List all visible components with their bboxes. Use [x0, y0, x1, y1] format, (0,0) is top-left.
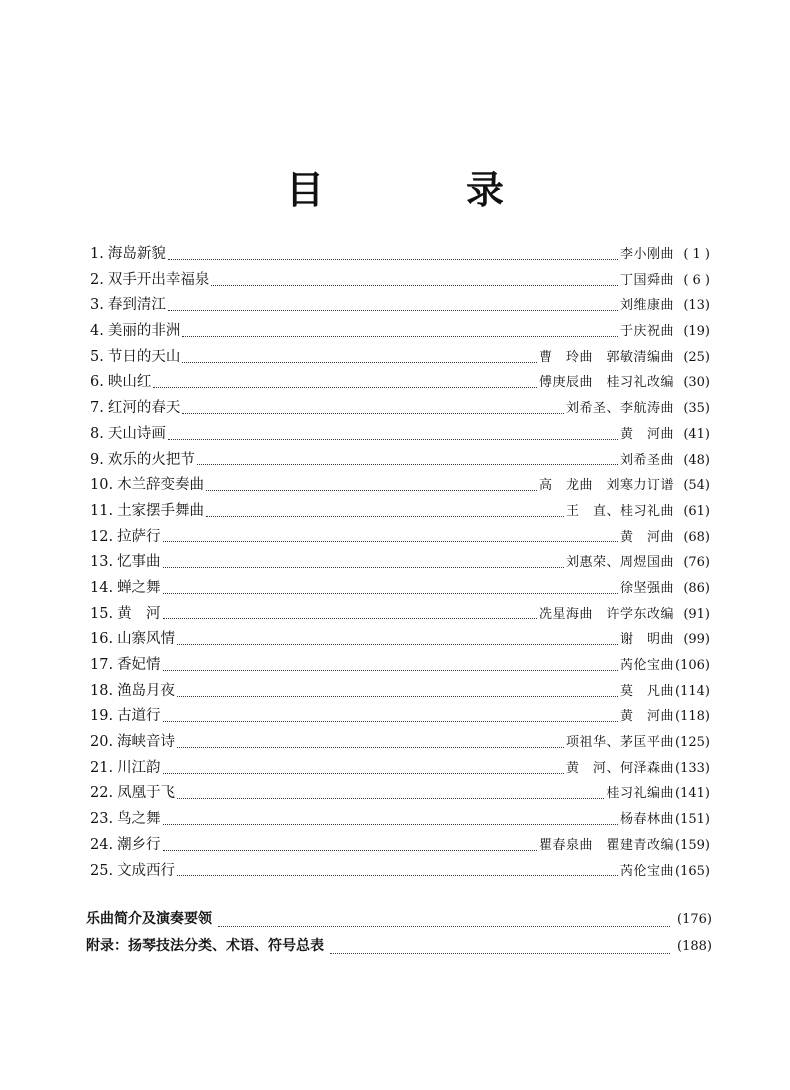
dot-leader: [168, 309, 618, 311]
toc-item-author: 李小刚曲: [619, 247, 674, 262]
toc-item-title: 节日的天山: [107, 348, 181, 365]
toc-item-number: 12.: [90, 528, 114, 545]
toc-row[interactable]: [90, 242, 710, 268]
toc-item-author: 杨春林曲: [619, 812, 674, 828]
dot-leader: [177, 874, 618, 876]
dot-leader: [197, 463, 618, 465]
toc-item-author: 刘希圣曲: [619, 452, 674, 468]
toc-item-title: 忆事曲: [117, 554, 161, 571]
toc-item-page: (19): [683, 324, 710, 340]
toc-item-page: (48): [683, 452, 710, 468]
toc-item-number: 8.: [90, 425, 104, 442]
page-title: 目 录: [285, 167, 556, 212]
dot-leader: [163, 720, 618, 722]
appendix-row[interactable]: [82, 908, 712, 935]
toc-item-author: 桂习礼编曲: [606, 786, 674, 802]
toc-item-page: (99): [683, 632, 710, 648]
dot-leader: [153, 386, 537, 388]
toc-item-title: 渔岛月夜: [117, 682, 176, 699]
toc-item-title: 海峡音诗: [117, 734, 176, 751]
toc-item-title: 映山红: [107, 374, 152, 391]
toc-item-title: 鸟之舞: [117, 811, 161, 828]
toc-row[interactable]: [90, 627, 710, 653]
toc-item-page: (54): [683, 478, 710, 494]
toc-item-author: 徐坚强曲: [619, 580, 674, 596]
toc-row[interactable]: [90, 345, 710, 371]
toc-item-number: 22.: [90, 785, 114, 802]
toc-item-page: (114): [675, 683, 710, 699]
toc-item-number: 2.: [90, 271, 104, 288]
dot-leader: [218, 925, 670, 927]
toc-row[interactable]: [90, 370, 710, 396]
dot-leader: [177, 643, 618, 645]
toc-item-page: (91): [683, 606, 710, 622]
dot-leader: [163, 617, 537, 619]
toc-row[interactable]: [90, 653, 710, 679]
toc-item-page: (76): [683, 555, 710, 571]
dot-leader: [182, 361, 537, 363]
toc-item-title: 潮乡行: [117, 836, 161, 853]
toc-row[interactable]: [90, 807, 710, 833]
toc-item-title: 凤凰于飞: [117, 785, 176, 802]
toc-list: [90, 242, 710, 884]
toc-item-author: 王 直、桂习礼曲: [565, 503, 674, 519]
dot-leader: [182, 335, 618, 337]
toc-item-page: ( 6 ): [683, 272, 710, 288]
toc-item-page: (133): [675, 760, 710, 776]
dot-leader: [163, 592, 618, 594]
toc-item-number: 7.: [90, 400, 104, 417]
dot-leader: [206, 489, 537, 491]
toc-item-page: (68): [683, 529, 710, 545]
toc-item-author: 丁国舜曲: [619, 272, 674, 288]
toc-item-author: 刘维康曲: [619, 298, 674, 314]
toc-row[interactable]: [90, 576, 710, 602]
toc-row[interactable]: [90, 525, 710, 551]
dot-leader: [177, 797, 604, 799]
toc-item-title: 木兰辞变奏曲: [117, 477, 205, 494]
toc-item-title: 香妃情: [117, 657, 161, 673]
toc-item-page: (159): [675, 837, 710, 853]
dot-leader: [168, 438, 618, 440]
toc-item-page: (35): [683, 401, 710, 417]
dot-leader: [163, 823, 618, 825]
toc-item-author: 曹 玲曲 郭敏清编曲: [538, 349, 674, 365]
toc-item-title: 古道行: [117, 708, 161, 725]
dot-leader: [163, 540, 618, 542]
toc-item-number: 15.: [90, 605, 114, 622]
toc-item-title: 黄 河: [117, 605, 161, 622]
toc-item-number: 23.: [90, 811, 114, 828]
toc-item-page: (165): [675, 863, 710, 879]
toc-item-author: 黄 河曲: [619, 709, 674, 725]
appendix-title: 乐曲简介及演奏要领: [86, 911, 212, 927]
toc-row[interactable]: [90, 448, 710, 474]
toc-item-number: 19.: [90, 708, 114, 725]
dot-leader: [177, 746, 564, 748]
toc-row[interactable]: [90, 550, 710, 576]
toc-item-author: 黄 河曲: [619, 426, 674, 442]
toc-item-number: 24.: [90, 836, 114, 853]
dot-leader: [330, 952, 670, 954]
appendix-title: 附录：扬琴技法分类、术语、符号总表: [86, 938, 324, 954]
toc-item-author: 黄 河、何泽森曲: [565, 760, 674, 776]
toc-item-author: 谢 明曲: [619, 632, 674, 648]
toc-item-title: 拉萨行: [117, 528, 161, 545]
toc-item-author: 冼星海曲 许学东改编: [538, 606, 674, 622]
toc-item-title: 川江韵: [117, 759, 161, 776]
toc-item-title: 蝉之舞: [117, 579, 161, 596]
toc-row[interactable]: [90, 499, 710, 525]
toc-item-title: 欢乐的火把节: [107, 451, 195, 468]
toc-item-title: 天山诗画: [107, 425, 166, 442]
toc-item-number: 14.: [90, 579, 114, 596]
toc-row[interactable]: [90, 730, 710, 756]
appendix-page: (176): [677, 912, 712, 927]
toc-item-number: 3.: [90, 297, 104, 314]
appendix-list: [82, 908, 712, 962]
toc-row[interactable]: [90, 319, 710, 345]
toc-item-number: 9.: [90, 451, 104, 468]
toc-item-number: 1.: [90, 246, 104, 262]
toc-item-title: 文成西行: [117, 862, 176, 879]
toc-item-page: (106): [675, 658, 710, 673]
toc-item-number: 4.: [90, 323, 104, 340]
toc-item-number: 5.: [90, 348, 104, 365]
toc-item-title: 双手开出幸福泉: [107, 271, 210, 288]
appendix-row[interactable]: [82, 935, 712, 962]
dot-leader: [163, 849, 537, 851]
toc-row[interactable]: [90, 756, 710, 782]
toc-row[interactable]: [90, 268, 710, 294]
toc-item-page: (118): [675, 709, 710, 725]
toc-item-author: 莫 凡曲: [619, 683, 674, 699]
toc-item-title: 山寨风情: [117, 631, 176, 648]
toc-item-title: 土家摆手舞曲: [117, 502, 205, 519]
toc-item-author: 刘希圣、李航涛曲: [565, 401, 674, 417]
toc-item-page: (141): [675, 786, 710, 802]
toc-item-page: ( 1 ): [683, 247, 710, 262]
dot-leader: [211, 284, 618, 286]
toc-item-page: (30): [683, 375, 710, 391]
toc-row[interactable]: [90, 859, 710, 885]
toc-item-title: 春到清江: [107, 297, 166, 314]
toc-item-number: 13.: [90, 554, 114, 571]
toc-item-number: 25.: [90, 862, 114, 879]
toc-row[interactable]: [90, 293, 710, 319]
dot-leader: [168, 258, 618, 260]
toc-row[interactable]: [90, 704, 710, 730]
toc-row[interactable]: [90, 602, 710, 628]
toc-item-number: 18.: [90, 682, 114, 699]
toc-item-title: 海岛新貌: [107, 246, 166, 262]
toc-item-author: 芮伦宝曲: [619, 863, 674, 879]
toc-item-page: (61): [683, 503, 710, 519]
toc-item-number: 10.: [90, 477, 114, 494]
toc-item-page: (13): [683, 298, 710, 314]
dot-leader: [206, 515, 564, 517]
toc-row[interactable]: [90, 781, 710, 807]
toc-row[interactable]: [90, 422, 710, 448]
toc-item-author: 于庆祝曲: [619, 324, 674, 340]
dot-leader: [177, 695, 618, 697]
dot-leader: [163, 669, 618, 671]
dot-leader: [163, 566, 564, 568]
toc-row[interactable]: [90, 833, 710, 859]
toc-item-author: 傅庚辰曲 桂习礼改编: [538, 375, 674, 391]
toc-item-author: 黄 河曲: [619, 529, 674, 545]
toc-item-author: 高 龙曲 刘寒力订谱: [538, 478, 674, 494]
toc-item-author: 刘惠荣、周煜国曲: [565, 555, 674, 571]
toc-item-title: 美丽的非洲: [107, 323, 181, 340]
toc-item-author: 项祖华、茅匡平曲: [565, 735, 674, 751]
toc-item-page: (25): [683, 349, 710, 365]
toc-item-title: 红河的春天: [107, 400, 181, 417]
dot-leader: [163, 772, 564, 774]
toc-item-number: 11.: [90, 502, 114, 519]
toc-row[interactable]: [90, 396, 710, 422]
dot-leader: [182, 412, 564, 414]
toc-item-number: 6.: [90, 374, 104, 391]
toc-item-page: (151): [675, 812, 710, 828]
toc-item-number: 17.: [90, 657, 114, 673]
toc-item-page: (86): [683, 580, 710, 596]
toc-item-page: (41): [683, 426, 710, 442]
toc-item-page: (125): [675, 735, 710, 751]
toc-item-number: 16.: [90, 631, 114, 648]
toc-row[interactable]: [90, 473, 710, 499]
toc-item-number: 20.: [90, 734, 114, 751]
toc-item-number: 21.: [90, 759, 114, 776]
toc-row[interactable]: [90, 679, 710, 705]
toc-item-author: 芮伦宝曲: [619, 658, 674, 673]
toc-item-author: 瞿春泉曲 瞿建青改编: [538, 837, 674, 853]
appendix-page: (188): [677, 939, 712, 954]
